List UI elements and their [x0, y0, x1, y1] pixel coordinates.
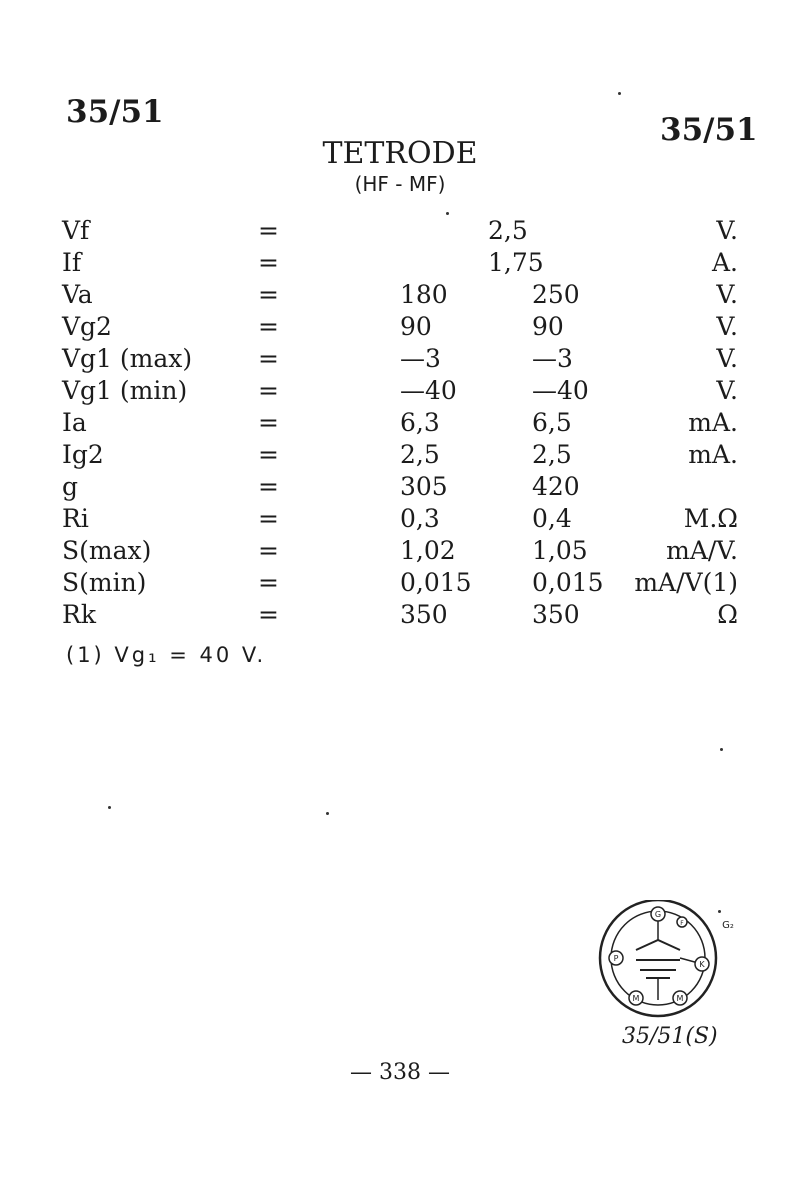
- spec-row: [0, 216, 800, 248]
- tube-base-diagram: [596, 900, 746, 1020]
- spec-row: [0, 472, 800, 504]
- value-1: 2,5: [400, 440, 440, 469]
- tube-number-right: 35/51: [660, 112, 758, 148]
- pin-label: G: [654, 910, 662, 919]
- value-2: 2,5: [488, 216, 528, 245]
- tube-number-left: 35/51: [66, 94, 164, 130]
- scan-speck: [446, 212, 449, 215]
- scan-speck: [326, 812, 329, 815]
- equals-sign: =: [258, 312, 279, 341]
- equals-sign: =: [258, 600, 279, 629]
- spec-row: [0, 600, 800, 632]
- page-number: — 338 —: [350, 1060, 450, 1085]
- scan-speck: [108, 806, 111, 809]
- unit: Ω: [717, 600, 738, 629]
- value-2: 6,5: [532, 408, 572, 437]
- param-name: If: [62, 248, 82, 277]
- value-2: 1,05: [532, 536, 588, 565]
- pin-label: K: [699, 960, 705, 969]
- electrode-lines: [636, 940, 680, 978]
- param-name: Vg1 (min): [62, 376, 188, 405]
- value-1: 180: [400, 280, 448, 309]
- spec-row: [0, 440, 800, 472]
- unit: mA/V.: [666, 536, 738, 565]
- unit: V.: [716, 376, 738, 405]
- equals-sign: =: [258, 280, 279, 309]
- equals-sign: =: [258, 408, 279, 437]
- spec-row: [0, 344, 800, 376]
- param-name: S(min): [62, 568, 147, 597]
- value-2: 0,4: [532, 504, 572, 533]
- value-2: 420: [532, 472, 580, 501]
- param-name: Rk: [62, 600, 96, 629]
- unit: A.: [711, 248, 738, 277]
- equals-sign: =: [258, 216, 279, 245]
- value-2: —3: [532, 344, 573, 373]
- value-1: —3: [400, 344, 441, 373]
- equals-sign: =: [258, 440, 279, 469]
- value-1: 90: [400, 312, 432, 341]
- equals-sign: =: [258, 344, 279, 373]
- value-2: 1,75: [488, 248, 544, 277]
- spec-row: [0, 536, 800, 568]
- value-2: 0,015: [532, 568, 604, 597]
- unit: V.: [716, 216, 738, 245]
- param-name: S(max): [62, 536, 152, 565]
- scan-speck: [718, 910, 721, 913]
- param-name: Vg1 (max): [62, 344, 193, 373]
- spec-row: [0, 408, 800, 440]
- pin-label: P: [613, 954, 619, 963]
- scan-speck: [720, 748, 723, 751]
- unit: mA.: [688, 408, 738, 437]
- diagram-caption: 35/51(S): [622, 1024, 718, 1049]
- spec-row: [0, 504, 800, 536]
- equals-sign: =: [258, 536, 279, 565]
- param-name: Vg2: [62, 312, 112, 341]
- value-2: 250: [532, 280, 580, 309]
- scan-speck: [618, 92, 621, 95]
- param-name: g: [62, 472, 79, 501]
- param-name: Vf: [62, 216, 90, 245]
- value-2: 90: [532, 312, 564, 341]
- param-name: Va: [62, 280, 93, 309]
- unit: V.: [716, 344, 738, 373]
- page-title: TETRODE: [322, 136, 478, 171]
- value-1: 305: [400, 472, 448, 501]
- value-1: 1,02: [400, 536, 456, 565]
- param-name: Ia: [62, 408, 87, 437]
- value-1: 0,015: [400, 568, 472, 597]
- value-2: 350: [532, 600, 580, 629]
- footnote: (1) Vg₁ = 40 V.: [66, 643, 267, 667]
- value-1: 350: [400, 600, 448, 629]
- spec-row: [0, 248, 800, 280]
- value-1: 6,3: [400, 408, 440, 437]
- param-name: Ri: [62, 504, 89, 533]
- equals-sign: =: [258, 472, 279, 501]
- value-1: —40: [400, 376, 457, 405]
- unit: V.: [716, 312, 738, 341]
- spec-row: [0, 312, 800, 344]
- pin-label: M: [632, 994, 640, 1003]
- spec-row: [0, 568, 800, 600]
- value-2: 2,5: [532, 440, 572, 469]
- unit: mA/V(1): [634, 568, 738, 597]
- pin-label: F: [680, 920, 684, 927]
- equals-sign: =: [258, 248, 279, 277]
- pin-label: M: [676, 994, 684, 1003]
- unit: V.: [716, 280, 738, 309]
- equals-sign: =: [258, 568, 279, 597]
- cap-label: G₂: [722, 920, 734, 931]
- value-2: —40: [532, 376, 589, 405]
- spec-row: [0, 376, 800, 408]
- spec-row: [0, 280, 800, 312]
- unit: mA.: [688, 440, 738, 469]
- equals-sign: =: [258, 504, 279, 533]
- unit: M.Ω: [683, 504, 738, 533]
- page-subtitle: (HF - MF): [354, 172, 446, 196]
- equals-sign: =: [258, 376, 279, 405]
- value-1: 0,3: [400, 504, 440, 533]
- param-name: Ig2: [62, 440, 104, 469]
